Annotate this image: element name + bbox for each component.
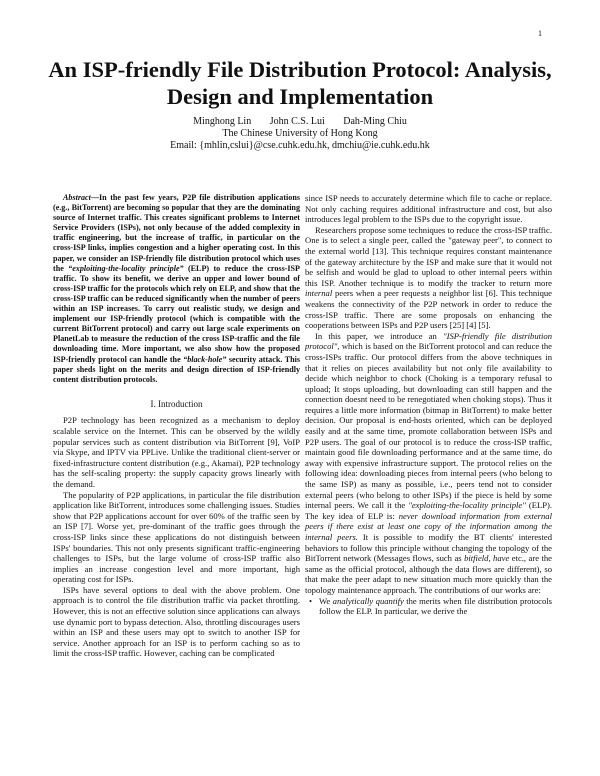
- text-run: In this paper, we introduce an: [315, 330, 443, 341]
- section-heading: I. Introduction: [150, 398, 203, 409]
- text-run: We: [319, 595, 333, 606]
- text-run: the merits when file distribution protocols follow the ELP. In particular, we derive the: [319, 595, 552, 617]
- contribution-bullet: [305, 596, 552, 617]
- text-run: peers when a peer requests a neighbor list [6]. This technique weakens the connectivity of the P2P network in order to reduce the cross-ISP traffic. There are some proposals on enhancing the cooperations between ISPs and P2P users [25] [4] [5].: [305, 288, 552, 331]
- abstract: [53, 193, 300, 385]
- text-run: , which is based on the BitTorrent protocol and can reduce the cross-ISPs traffic. Our protocol differs from the above techniques in that it relies on pieces availability but not only file availability to decide which neighbor to chock (Choking is a temporary refusal to upload; It stops uploading, but downloading can still happen and the connection doesnt need to be renegotiated when choking stops). Thus it requires a little more information (bitmap in BitTorrent) to make better decision. Our proposal is end-hosts oriented, which can be deployed easily and at the same time, promote collaboration between ISPs and P2P users. The goal of our protocol is to reduce the cross-ISP traffic, maintain good file downloading performance and at the same time, do away with expensive infrastructure support. The protocol relies on the following idea: downloading pieces from internal peers (who belong to the same ISP) as many as possible, i.e., peers tend not to consider external peers (who belong to other ISPs) if the piece is held by some internal peers. We call it the: [305, 341, 552, 511]
- author-name: Dah-Ming Chiu: [343, 116, 407, 127]
- emphasis: "exploiting-the-locality principle": [408, 500, 526, 511]
- author-name: Minghong Lin: [193, 116, 252, 127]
- text-run: etc., are the same as the official protocol, although the data flows are different), so that make the peer adapt to new situation much more quickly than the topology maintenance approach. The contributions of our works are:: [305, 553, 552, 595]
- paragraph: since ISP needs to accurately determine which file to cache or replace. Not only caching requires additional infrastructure and cost, but also introduces legal problem to the ISPs due to the copyright issue.: [305, 193, 552, 225]
- paragraph: The popularity of P2P applications, in particular the file distribution application like BitTorrent, introduces some challenging issues. Studies show that P2P applications account for over 60% of the traffic seen by an ISP [7]. Worse yet, pre-dominant of the traffic goes through the cross-ISP links since these applications do not distinguish between ISPs' boundaries. This not only presents significant traffic-engineering challenges to ISPs, but the large volume of cross-ISP traffic also implies an increase congestion level and more important, high operating cost for ISPs.: [53, 489, 300, 585]
- emphasis: bitfield, have: [464, 553, 510, 564]
- emphasis: analytically quantify: [332, 595, 404, 606]
- emphasis: never download information from external peers if there exist at least one copy of the information among the internal peers.: [305, 510, 552, 542]
- author-name: John C.S. Lui: [269, 116, 325, 127]
- emphasis: internal: [305, 288, 333, 299]
- text-run: Researchers propose some techniques to reduce the cross-ISP traffic. One is to select a single peer, called the "gateway peer", to connect to the external world [13]. This technique requires constant maintenance of the gateway architecture by the ISP and make sure that it would not be selfish and would be glad to upload to other internal peers within this ISP. Another technique is to modify the tracker to return more: [305, 224, 552, 288]
- affiliation: The Chinese University of Hong Kong: [222, 128, 378, 139]
- right-column: [305, 193, 552, 617]
- abstract-text: (ELP) to reduce the cross-ISP traffic. To show its benefit, we derive an upper and lower bound of cross-ISP traffic for the protocols which rely on ELP, and show that the cross-ISP traffic can be reduced significantly when the number of peers within an ISP increases. To carry out realistic study, we design and implement our ISP-friendly protocol (which is compatible with the current BitTorrent protocol) and carry out large scale experiments on PlanetLab to measure the reduction of the cross ISP-traffic and the file downloading time. More important, we also show how the proposed ISP-friendly protocol can handle the: [53, 263, 301, 364]
- paragraph: ISPs have several options to deal with the above problem. One approach is to control the file distribution traffic via packet throttling. However, this is not an effective solution since applications can always use dynamic port to bypass detection. Also, throttling discourages users within an ISP and these users may opt to switch to another ISP for service. Another approach for an ISP is to perform caching so as to limit the cross-ISP traffic. However, caching can be complicated: [53, 584, 300, 659]
- abstract-emphasis: “exploiting-the-locality principle”: [68, 263, 184, 273]
- paragraph: [305, 225, 552, 331]
- emphasis: "ISP-friendly file distribution protocol": [305, 330, 552, 352]
- paragraph: [305, 331, 552, 596]
- page-number: 1: [538, 29, 542, 38]
- paragraph: P2P technology has been recognized as a mechanism to deploy scalable service on the Internet. This can be observed by the wildly popular services such as content distribution via BitTorrent [9], VoIP via Skype, and IPTV via PPLive. Unlike the traditional client-server or fixed-infrastructure content distribution (e.g., Akamai), P2P technology has the self-scaling property: the supply capacity grows linearly with the demand.: [53, 415, 300, 489]
- text-run: It is possible to modify the BT clients' interested behaviors to follow this principle without changing the topology of the BitTorrent network (Messages flows, such as: [305, 532, 553, 564]
- paper-title: An ISP-friendly File Distribution Protocol: Analysis, Design and Implementation: [48, 57, 552, 109]
- left-column: [53, 193, 300, 659]
- author-block: [40, 116, 560, 152]
- abstract-emphasis: “black-hole”: [183, 354, 227, 364]
- abstract-text: —In the past few years, P2P file distribution applications (e.g., BitTorrent) are becoming so popular that they are the dominating source of Internet traffic. This creates significant problems to Internet Service Providers (ISPs), not only because of the added complexity in traffic engineering, but the increase of traffic, in particular on the cross-ISP links, implies congestion and a higher operating cost. In this paper, we consider an ISP-friendly file distribution protocol which uses the: [53, 193, 300, 273]
- author-names: [40, 116, 560, 128]
- text-run: (ELP). The key idea of ELP is:: [305, 500, 552, 521]
- abstract-lead: Abstract: [63, 193, 91, 202]
- email-line: Email: {mhlin,cslui}@cse.cuhk.edu.hk, dmchiu@ie.cuhk.edu.hk: [170, 140, 430, 151]
- abstract-text: security attack. This paper sheds light on the merits and design direction of ISP-friendly content distribution protocols.: [53, 354, 300, 384]
